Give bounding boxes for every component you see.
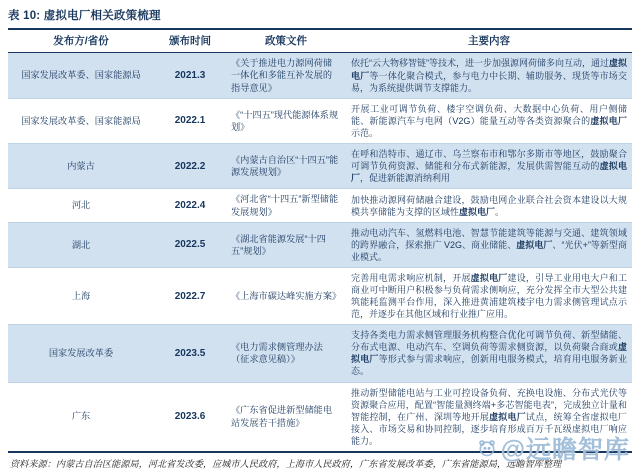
content-cell: 推动电动汽车、氢燃料电池、智慧节能建筑等能源与交通、建筑领域的跨界融合，探索推广 V2G、商业储能、虚拟电厂、“光伏+”等新型商业模式。 xyxy=(351,227,627,263)
content-cell: 支持各类电力需求侧管理服务机构整合优化可调节负荷、新型储能、分布式电源、电动汽车、空调负荷等需求侧资源，以负荷聚合商或虚拟电厂等形式参与需求响应，创新用电服务模式，培育用电服务新业态。 xyxy=(351,330,627,377)
doc-cell: 《上海市碳达峰实施方案》 xyxy=(231,291,342,302)
publisher-cell: 国家发展改革委 xyxy=(48,348,114,359)
content-cell: 开展工业可调节负荷、楼宇空调负荷、大数据中心负荷、用户侧储能、新能源汽车与电网（V2G）能量互动等各类资源聚合的虚拟电厂示范。 xyxy=(351,104,627,139)
publisher-cell: 河北 xyxy=(71,200,91,211)
publisher-cell: 国家发展改革委、国家能源局 xyxy=(21,115,141,126)
doc-cell: 《广东省促进新型储能电站发展若干措施》 xyxy=(231,405,333,428)
content-cell: 在呼和浩特市、通辽市、乌兰察布市和鄂尔多斯市等地区，鼓励聚合可调节负荷资源、储能和分布式新能源，发展供需智能互动的虚拟电厂，促进新能源消纳利用 xyxy=(351,149,627,184)
doc-cell: 《内蒙古自治区“十四五”能源发展规划》 xyxy=(231,154,339,178)
header-doc: 政策文件 xyxy=(265,35,307,47)
table-row xyxy=(8,53,632,98)
publisher-cell: 国家发展改革委、国家能源局 xyxy=(21,70,141,81)
doc-cell: 《河北省“十四五”新型储能发展规划》 xyxy=(231,194,339,217)
doc-cell: 《“十四五”现代能源体系规划》 xyxy=(231,109,339,133)
policy-table xyxy=(8,28,632,453)
table-row xyxy=(8,324,632,381)
table-row xyxy=(8,222,632,267)
publisher-cell: 内蒙古 xyxy=(67,161,95,172)
date-cell: 2022.4 xyxy=(174,199,206,211)
header-content: 主要内容 xyxy=(468,35,510,47)
content-cell: 加快推动源网荷储融合建设，鼓励电网企业联合社会资本建设以大规模共享储能为支撑的区域性虚拟电厂。 xyxy=(351,194,627,217)
content-cell: 依托“云大物移智链”等技术，进一步加强源网荷储多向互动，通过虚拟电厂等一体化聚合模式，参与电力中长期、辅助服务、现货等市场交易，为系统提供调节支撑能力。 xyxy=(351,58,628,93)
table-row xyxy=(8,143,632,188)
doc-cell: 《电力需求侧管理办法（征求意见稿）》 xyxy=(231,342,323,365)
table-row xyxy=(8,188,632,222)
content-cell: 完善用电需求响应机制，开展虚拟电厂建设，引导工业用电大户和工商业可中断用户积极参与负荷需求侧响应，充分发挥全市大型公共建筑能耗监测平台作用，深入推进黄浦建筑楼宇电力需求侧管理试点示范，并逐步在其他区域和行业推广应用。 xyxy=(351,273,627,320)
watermark-text: @远瞻智库 xyxy=(500,435,630,464)
publisher-cell: 广东 xyxy=(71,411,91,422)
content-cell: 推动新型储能电站与工业可控设备负荷、充换电设施、分布式光伏等资源聚合应用，配置“智能量测终端+多芯智能电表”，完成独立计量和智能控制，在广州、深圳等地开展虚拟电厂试点，统筹全省虚拟电厂接入、市场交易和协同控制，逐步培育形成百万千瓦级虚拟电厂响应能力。 xyxy=(351,387,627,446)
header-publisher: 发布方/省份 xyxy=(53,35,109,47)
doc-cell: 《湖北省能源发展“十四五”规划》 xyxy=(231,233,326,257)
date-cell: 2021.3 xyxy=(174,69,206,81)
table-header-row xyxy=(8,30,632,53)
header-date: 颁布时间 xyxy=(169,35,211,47)
table-body xyxy=(8,53,632,451)
date-cell: 2022.5 xyxy=(174,239,206,251)
date-cell: 2022.7 xyxy=(174,290,206,302)
date-cell: 2022.2 xyxy=(174,160,206,172)
table-row xyxy=(8,267,632,324)
publisher-cell: 湖北 xyxy=(71,239,91,250)
date-cell: 2022.1 xyxy=(174,115,206,127)
source-note: 资料来源：内蒙古自治区能源局，河北省发改委，应城市人民政府，上海市人民政府，广东省发展改革委，广东省能源局，远瞻智库整理 xyxy=(10,458,562,469)
date-cell: 2023.5 xyxy=(174,347,206,359)
publisher-cell: 上海 xyxy=(71,291,91,302)
date-cell: 2023.6 xyxy=(174,410,206,422)
table-title: 表 10: 虚拟电厂相关政策梳理 xyxy=(8,10,161,22)
table-row xyxy=(8,382,632,451)
table-row xyxy=(8,98,632,143)
doc-cell: 《关于推进电力源网荷储一体化和多能互补发展的指导意见》 xyxy=(231,58,333,93)
